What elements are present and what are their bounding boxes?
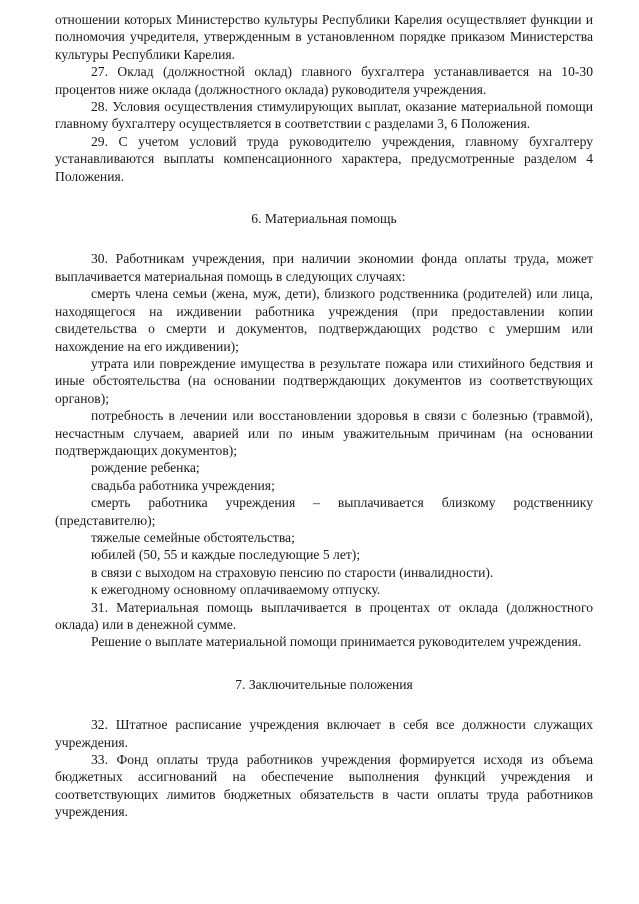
spacer: [55, 227, 593, 250]
list-item-death-family: смерть члена семьи (жена, муж, дети), близкого родственника (родителей) или лица, находящегося на иждивении работника учреждения (при предоставлении копии свидетельства о смерти и документов, подтверждающих родство с умершим или нахождение на его иждивении);: [55, 286, 593, 354]
list-item-property-loss: утрата или повреждение имущества в результате пожара или стихийного бедствия и иные обстоятельства (на основании подтверждающих документов из соответствующих органов);: [55, 355, 593, 406]
spacer: [55, 651, 593, 676]
list-item-retirement: в связи с выходом на страховую пенсию по старости (инвалидности).: [91, 564, 494, 580]
paragraph-intro-continuation: отношении которых Министерство культуры Республики Карелия осуществляет функции и полномочия учредителя, утвержденным в установленном порядке приказом Министерства культуры Республики Карелия.: [55, 12, 593, 62]
paragraph-33: 33. Фонд оплаты труда работников учреждения формируется исходя из объема бюджетных ассигнований на обеспечение выполнения функций учреждения и соответствующих лимитов бюджетных обязательств в части оплаты труда работников учреждения.: [55, 752, 593, 820]
list-item-vacation: к ежегодному основному оплачиваемому отпуску.: [91, 582, 381, 598]
list-item-jubilee: юбилей (50, 55 и каждые последующие 5 лет);: [91, 547, 361, 563]
paragraph-31: 31. Материальная помощь выплачивается в процентах от оклада (должностного оклада) или в денежной сумме.: [55, 599, 593, 632]
list-item-hardship: тяжелые семейные обстоятельства;: [91, 529, 295, 545]
spacer: [55, 693, 593, 716]
document-page: [55, 11, 593, 821]
section-7-heading: 7. Заключительные положения: [235, 676, 413, 692]
list-item-wedding: свадьба работника учреждения;: [91, 477, 275, 493]
paragraph-29: 29. С учетом условий труда руководителю учреждения, главному бухгалтеру устанавливаются выплаты компенсационного характера, предусмотренные разделом 4 Положения.: [55, 133, 593, 184]
paragraph-31-decision: Решение о выплате материальной помощи принимается руководителем учреждения.: [91, 634, 582, 650]
paragraph-28: 28. Условия осуществления стимулирующих выплат, оказание материальной помощи главному бухгалтеру осуществляется в соответствии с разделами 3, 6 Положения.: [55, 99, 593, 132]
list-item-childbirth: рождение ребенка;: [91, 460, 200, 476]
list-item-treatment: потребность в лечении или восстановлении здоровья в связи с болезнью (травмой), несчастным случаем, аварией или по иным уважительным причинам (на основании подтверждающих документов);: [55, 408, 593, 458]
paragraph-27: 27. Оклад (должностной оклад) главного бухгалтера устанавливается на 10-30 процентов ниже оклада (должностного оклада) руководителя учреждения.: [55, 64, 593, 97]
paragraph-30: 30. Работникам учреждения, при наличии экономии фонда оплаты труда, может выплачивается материальная помощь в следующих случаях:: [55, 251, 593, 284]
section-6-heading: 6. Материальная помощь: [251, 211, 397, 227]
spacer: [55, 185, 593, 210]
paragraph-32: 32. Штатное расписание учреждения включает в себя все должности служащих учреждения.: [55, 717, 593, 750]
list-item-death-employee: смерть работника учреждения – выплачивается близкому родственнику (представителю);: [55, 495, 593, 528]
